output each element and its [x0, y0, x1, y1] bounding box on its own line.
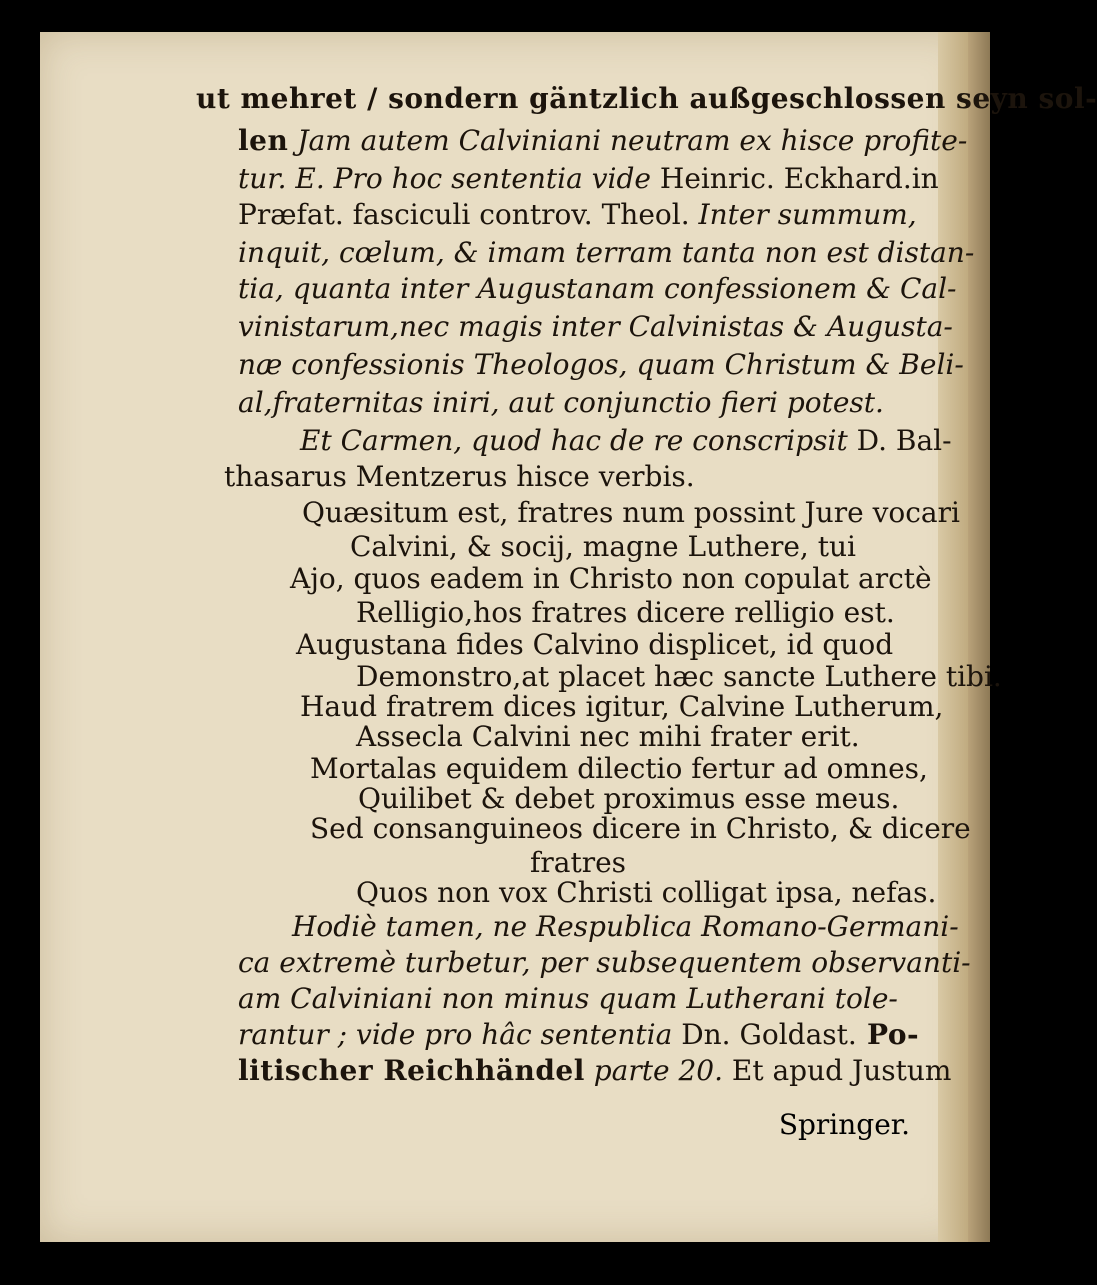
text-line: [238, 272, 957, 306]
text-line: [238, 946, 971, 980]
text-line: [350, 530, 856, 564]
text-line: [302, 496, 960, 530]
text-line: [238, 236, 974, 270]
text-run: am Calviniani non minus quam Lutherani tole-: [238, 982, 898, 1015]
text-line: [238, 162, 939, 196]
text-run: tia, quanta inter Augustanam confessionem & Cal-: [238, 272, 957, 305]
text-run: Hodiè tamen, ne Respublica Romano-Germani-: [292, 910, 959, 943]
text-run: Inter summum,: [689, 198, 917, 231]
text-run: Mortalas equidem dilectio fertur ad omnes,: [310, 752, 928, 785]
text-line: [310, 812, 971, 846]
text-run: thasarus Mentzerus hisce verbis.: [224, 460, 695, 493]
text-run: Jam autem Calviniani neutram ex hisce profite-: [288, 124, 968, 157]
text-line: [356, 876, 936, 910]
text-line: [356, 596, 895, 630]
text-line: [224, 460, 695, 494]
text-run: D. Bal-: [847, 424, 952, 457]
text-line: [310, 752, 928, 786]
text-line: [238, 124, 967, 158]
text-run: Quilibet & debet proximus esse meus.: [358, 782, 900, 815]
text-line: [300, 424, 952, 458]
text-line: [238, 1018, 919, 1052]
text-run: Relligio,hos fratres dicere relligio est.: [356, 596, 895, 629]
text-run: Haud fratrem dices igitur, Calvine Lutherum,: [300, 690, 944, 723]
text-run: tur. E. Pro hoc sententia vide: [238, 162, 651, 195]
text-run: ca extremè turbetur, per subsequentem observanti-: [238, 946, 971, 979]
text-run: Ajo, quos eadem in Christo non copulat arctè: [290, 562, 932, 595]
text-run: Sed consanguineos dicere in Christo, & dicere: [310, 812, 971, 845]
text-run: Præfat. fasciculi controv. Theol.: [238, 198, 690, 231]
text-run: al,fraternitas iniri, aut conjunctio fieri potest.: [238, 386, 884, 419]
text-line: [290, 562, 932, 596]
text-run: Heinric. Eckhard.in: [651, 162, 939, 195]
text-line: [358, 782, 899, 816]
text-run: Quos non vox Christi colligat ipsa, nefas.: [356, 876, 937, 909]
text-run: len: [238, 124, 289, 157]
text-line: [356, 720, 860, 754]
text-run: parte 20.: [584, 1054, 723, 1087]
line-prefix: ut: [196, 82, 241, 115]
text-line: [238, 310, 953, 344]
text-line: [300, 690, 943, 724]
text-run: Dn. Goldast.: [672, 1018, 857, 1051]
text-line: [296, 628, 893, 662]
text-run: Po-: [856, 1018, 920, 1051]
text-line: [238, 198, 917, 232]
text-run: rantur ; vide pro hâc sententia: [238, 1018, 673, 1051]
catchword: Springer.: [778, 1108, 910, 1141]
text-run: litischer Reichhändel: [238, 1054, 585, 1087]
text-run: mehret / sondern gäntzlich außgeschlossen seyn sol-: [240, 82, 1097, 115]
text-line: [196, 82, 1097, 116]
text-line: [530, 846, 626, 880]
text-run: Calvini, & socij, magne Luthere, tui: [350, 530, 856, 563]
book-page: [40, 32, 1097, 1242]
text-line: [238, 1054, 951, 1088]
text-run: Et apud Justum: [723, 1054, 952, 1087]
text-run: Quæsitum est, fratres num possint Jure vocari: [302, 496, 960, 529]
text-line: [238, 348, 964, 382]
text-run: Et Carmen, quod hac de re conscripsit: [300, 424, 848, 457]
text-line: [292, 910, 959, 944]
text-run: fratres: [530, 846, 627, 879]
text-run: Demonstro,at placet hæc sancte Luthere tibi.: [356, 660, 1002, 693]
text-run: Augustana fides Calvino displicet, id quod: [296, 628, 894, 661]
text-line: [356, 660, 1002, 694]
text-run: inquit, cœlum, & imam terram tanta non est distan-: [238, 236, 975, 269]
text-run: Assecla Calvini nec mihi frater erit.: [356, 720, 860, 753]
page-text: [40, 32, 1097, 1242]
text-run: næ confessionis Theologos, quam Christum & Beli-: [238, 348, 964, 381]
text-run: vinistarum,nec magis inter Calvinistas & Augusta-: [238, 310, 953, 343]
text-line: [238, 386, 884, 420]
page-edge: [968, 32, 990, 1242]
text-line: [238, 982, 898, 1016]
